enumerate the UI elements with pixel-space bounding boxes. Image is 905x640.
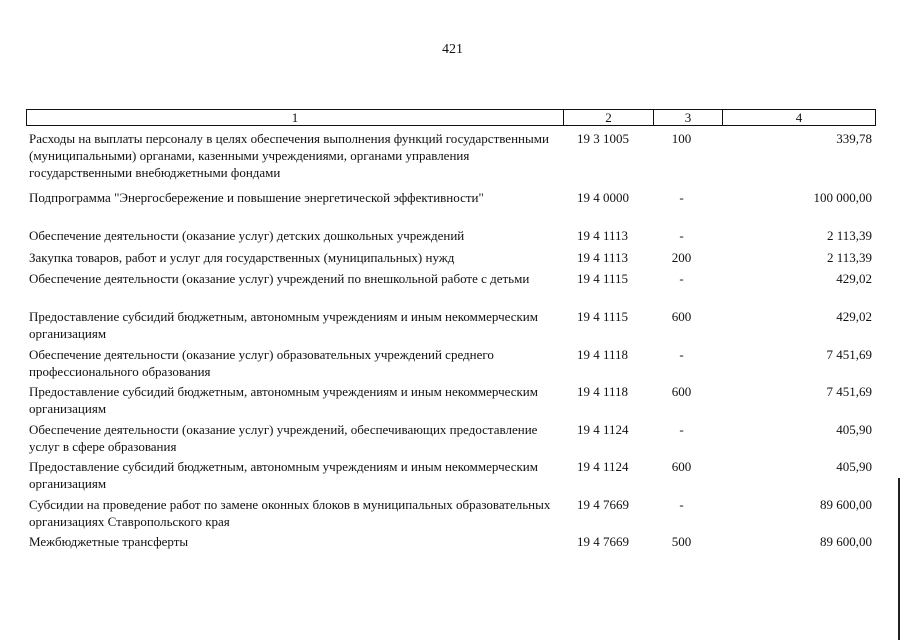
row-code: 19 4 1124 — [577, 459, 629, 474]
row-code: 19 4 7669 — [577, 534, 629, 549]
row-code: 19 4 1113 — [577, 250, 629, 265]
row-code: 19 4 1115 — [577, 271, 629, 286]
row-amount: 89 600,00 — [820, 534, 872, 549]
header-col-4: 4 — [795, 110, 803, 125]
scan-edge-mark — [898, 478, 900, 640]
row-code: 19 3 1005 — [577, 131, 629, 146]
row-expense-type: 600 — [671, 459, 692, 474]
row-description: Межбюджетные трансферты — [29, 534, 189, 549]
row-description: Субсидии на проведение работ по замене оконных блоков в муниципальных образовательных организациях Ставропольского края — [29, 497, 551, 529]
row-amount: 89 600,00 — [820, 497, 872, 512]
row-amount: 2 113,39 — [826, 250, 872, 265]
row-expense-type: - — [679, 347, 684, 362]
row-expense-type: 100 — [671, 131, 692, 146]
row-description: Закупка товаров, работ и услуг для государственных (муниципальных) нужд — [29, 250, 455, 265]
row-expense-type: - — [679, 422, 684, 437]
row-expense-type: - — [679, 190, 684, 205]
row-expense-type: 500 — [671, 534, 692, 549]
row-description: Предоставление субсидий бюджетным, автономным учреждениям и иным некоммерческим организациям — [29, 309, 538, 341]
row-description: Обеспечение деятельности (оказание услуг) учреждений по внешкольной работе с детьми — [29, 271, 530, 286]
row-code: 19 4 7669 — [577, 497, 629, 512]
header-col-1: 1 — [27, 110, 564, 125]
row-expense-type: 200 — [671, 250, 692, 265]
row-expense-type: - — [679, 271, 684, 286]
row-expense-type: 600 — [671, 384, 692, 399]
row-amount: 429,02 — [836, 271, 872, 286]
row-description: Обеспечение деятельности (оказание услуг) образовательных учреждений среднего профессионального образования — [29, 347, 494, 379]
table-header — [26, 109, 876, 126]
row-description: Расходы на выплаты персоналу в целях обеспечения выполнения функций государственными (муниципальными) органами, казенными учреждениями, органами управления государственными внебюджетными фондами — [29, 131, 549, 180]
row-description: Обеспечение деятельности (оказание услуг) учреждений, обеспечивающих предоставление услуг в сфере образования — [29, 422, 538, 454]
row-expense-type: 600 — [671, 309, 692, 324]
row-code: 19 4 1118 — [577, 347, 629, 362]
row-amount: 2 113,39 — [826, 228, 872, 243]
row-amount: 405,90 — [836, 422, 872, 437]
page-number: 421 — [442, 42, 463, 57]
row-description: Подпрограмма "Энергосбережение и повышение энергетической эффективности" — [29, 190, 484, 205]
row-amount: 405,90 — [836, 459, 872, 474]
row-code: 19 4 1124 — [577, 422, 629, 437]
row-description: Предоставление субсидий бюджетным, автономным учреждениям и иным некоммерческим организациям — [29, 384, 538, 416]
row-amount: 7 451,69 — [826, 347, 872, 362]
header-col-3: 3 — [654, 110, 723, 125]
row-expense-type: - — [679, 228, 684, 243]
row-description: Предоставление субсидий бюджетным, автономным учреждениям и иным некоммерческим организациям — [29, 459, 538, 491]
row-code: 19 4 0000 — [577, 190, 629, 205]
row-expense-type: - — [679, 497, 684, 512]
row-code: 19 4 1115 — [577, 309, 629, 324]
row-code: 19 4 1118 — [577, 384, 629, 399]
row-amount: 7 451,69 — [826, 384, 872, 399]
row-description: Обеспечение деятельности (оказание услуг) детских дошкольных учреждений — [29, 228, 465, 243]
row-code: 19 4 1113 — [577, 228, 629, 243]
row-amount: 429,02 — [836, 309, 872, 324]
row-amount: 100 000,00 — [813, 190, 872, 205]
row-amount: 339,78 — [836, 131, 872, 146]
header-col-2: 2 — [564, 110, 654, 125]
